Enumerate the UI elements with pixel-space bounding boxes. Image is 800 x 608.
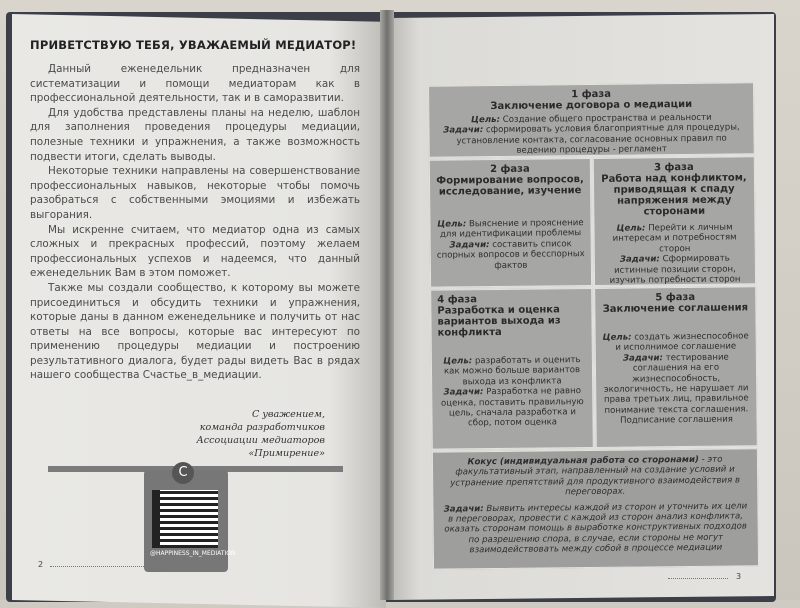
caucus-tasks: Выявить интересы каждой из сторон и уточнить их цели в переговорах, провести с каждой из сторон анализ конфликта, оказать сторонам помощь в выработке конструктивных подходов по разрешению спора, в случае, если стороны не могут взаимодействовать между собой в процессе медиации (444, 501, 748, 556)
phase-4-card (430, 288, 594, 450)
intro-paragraph: Некоторые техники направлены на совершенствование профессиональных навыков, некоторые чтобы помочь разобраться с собственными эмоциями и избежать выгорания. (30, 165, 360, 221)
phase-3-card (593, 156, 756, 286)
phase-goal: Выяснение и прояснение для идентификации проблемы (439, 218, 584, 240)
tasks-label: Задачи: (449, 239, 490, 251)
phase-title: 4 фаза (437, 294, 477, 306)
footer-dots (50, 566, 170, 567)
phase-title: 3 фаза (653, 161, 694, 174)
phase-tasks: тестирование соглашения на его жизнеспособность, экологичность, не нарушает ли права третьих лиц, правильное понимание текста соглашения. (603, 352, 749, 416)
caucus-card (432, 448, 759, 569)
tasks-label: Задачи: (622, 353, 663, 364)
phase-1-card (428, 82, 755, 157)
community-logo-icon: C (172, 462, 194, 484)
phase-tasks: Разработка не равно оценка, поставить правильную цель, сначала разработка и сбор, потом оценка (440, 386, 584, 429)
signature-line: Ассоциации медиаторов «Примирение» (196, 435, 325, 459)
phase-tasks: сформировать условия благоприятные для процедуры, установление контакта, согласование основных правил по ведению процедуры - регламент (456, 122, 740, 157)
phase-tasks: Сформировать истинные позиции сторон, изучить потребности сторон (609, 253, 741, 286)
phase-5-card (594, 286, 758, 448)
intro-paragraph: Также мы создали сообщество, к которому вы можете присоединиться и обсудить техники и упражнения, которые даны в данном еженедельнике и получить от нас ответы на все вопросы, которые вас интересуют по применению процедуры медиации и построению результативного диалога, будет рады видеть Вас в рядах нашего сообщества Счастье_в_медиации. (30, 281, 360, 382)
page-number-right: 3 (736, 572, 742, 581)
intro-paragraph: Данный еженедельник предназначен для систематизации и помощи медиаторам как в профессиональной деятельности, так и в саморазвитии. (30, 63, 360, 105)
footer-dots (668, 578, 728, 579)
goal-label: Цель: (443, 356, 473, 367)
tasks-label: Задачи: (443, 387, 484, 398)
phase-title: 5 фаза (655, 291, 696, 304)
phase-goal: разработать и оценить как можно больше вариантов выхода из конфликта (443, 355, 581, 388)
goal-label: Цель: (470, 114, 501, 126)
goal-label: Цель: (616, 223, 646, 234)
page-number-left: 2 (38, 560, 44, 569)
phase-title: 2 фаза (489, 163, 530, 176)
phase-subtitle: Заключение соглашения (602, 302, 749, 315)
phase-subtitle: Работа над конфликтом, приводящая к спаду напряжения между сторонами (601, 172, 747, 218)
caucus-text: - это факультативный этап, направленный на создание условий и устранение препятствий для продуктивного взаимодействия в переговорах. (450, 454, 741, 498)
phase-goal: создать жизнеспособное и исполнимое соглашение (615, 331, 749, 354)
intro-paragraph: Мы искренне считаем, что медиатор одна из самых сложных и прекрасных профессий, поэтому желаем профессиональных успехов и надеемся, что данный еженедельник Вам в этом поможет. (30, 223, 360, 280)
phase-subtitle: Разработка и оценка вариантов выхода из конфликта (437, 304, 561, 339)
intro-paragraph: Для удобства представлены планы на неделю, шаблон для заполнения проведения процедуры медиации, полезные техники и упражнения, а также возможность подвести итоги, сделать выводы. (30, 106, 360, 163)
signature-line: С уважением, (251, 409, 325, 420)
signature (140, 408, 325, 460)
tasks-label: Задачи: (443, 125, 484, 136)
qr-code (152, 490, 218, 548)
qr-caption: @HAPPINESS_IN_MEDIATION (150, 550, 236, 557)
left-page-content (30, 38, 360, 383)
goal-label: Цель: (437, 219, 467, 230)
caucus-title: Кокус (индивидуальная работа со сторонами) (467, 454, 699, 468)
phase-2-card (429, 158, 592, 288)
greeting-title: ПРИВЕТСТВУЮ ТЕБЯ, УВАЖАЕМЫЙ МЕДИАТОР! (30, 38, 357, 52)
phase-goal: Перейти к личным интересам и потребностям сторон (612, 222, 737, 255)
phase-subtitle: Формирование вопросов, исследование, изучение (436, 174, 584, 198)
book-spine (380, 10, 394, 600)
tasks-label: Задачи: (443, 503, 484, 515)
phase-extra: Подписание соглашения (620, 414, 734, 426)
tasks-label: Задачи: (619, 254, 660, 265)
signature-line: команда разработчиков (199, 422, 325, 433)
phase-goal: Создание общего пространства и реальности (502, 112, 712, 125)
phase-tasks: составить список спорных вопросов и бесспорных фактов (436, 239, 585, 271)
phase-title: 1 фаза (571, 88, 611, 101)
phase-subtitle: Заключение договора о медиации (490, 98, 693, 113)
goal-label: Цель: (602, 332, 632, 343)
